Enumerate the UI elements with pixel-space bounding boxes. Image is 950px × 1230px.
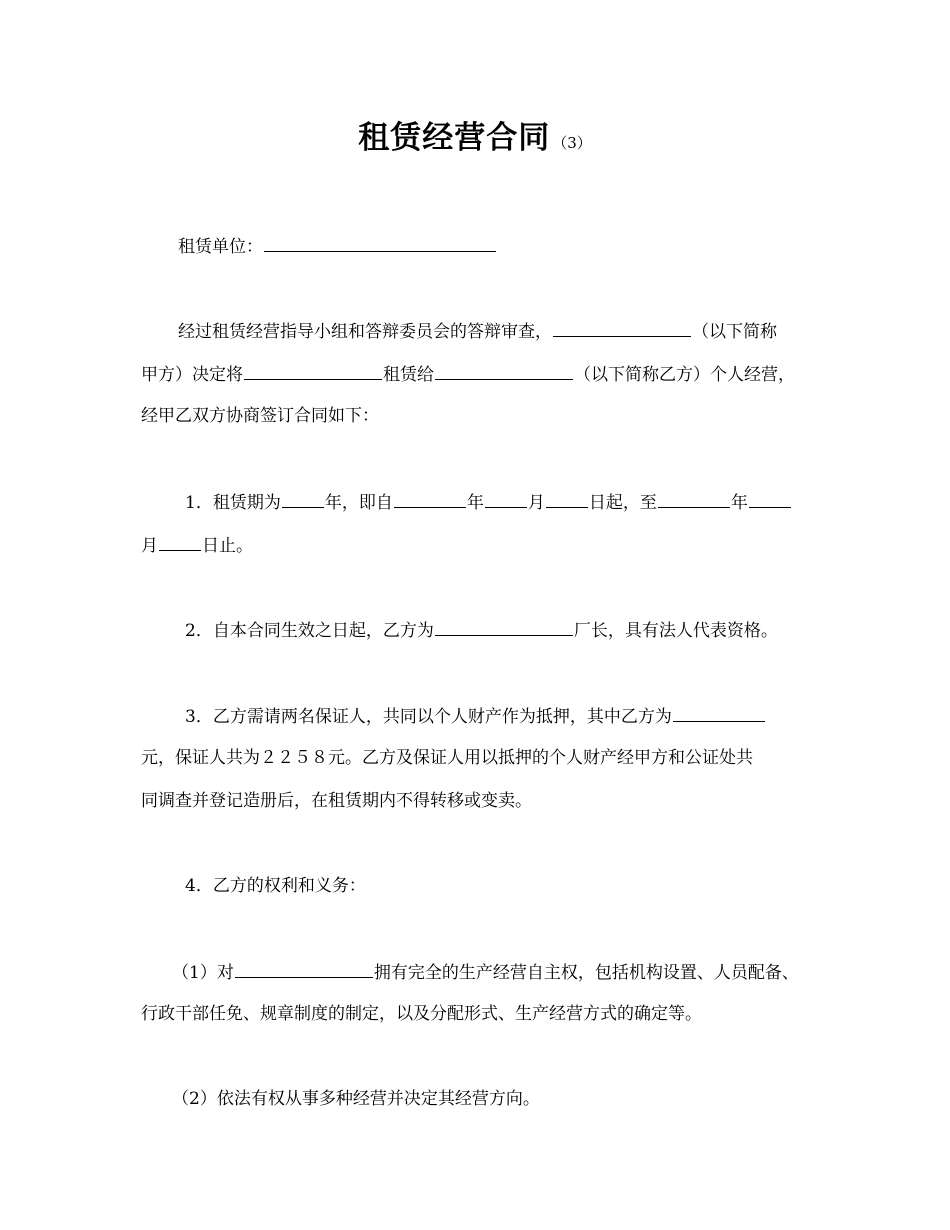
clause-4-item-2-text: （2）依法有权从事多种经营并决定其经营方向。 (172, 1089, 540, 1109)
lessee-label: 租赁单位： (178, 237, 263, 257)
enterprise-blank[interactable] (244, 361, 382, 380)
clause-1-line-2 (141, 532, 253, 558)
clause-4-item-1-text-c: 行政干部任免、规章制度的制定，以及分配形式、生产经营方式的确定等。 (141, 1004, 702, 1024)
clause-4-item-1-text-b: 拥有完全的生产经营自主权，包括机构设置、人员配备、 (373, 963, 799, 983)
lessee-name-blank[interactable] (435, 361, 573, 380)
clause-4-item-1-line-2 (141, 1002, 702, 1026)
intro-text-1a: 经过租赁经营指导小组和答辩委员会的答辩审查， (178, 322, 552, 342)
clause-4-heading-text: 4．乙方的权利和义务： (185, 876, 366, 896)
start-month-blank[interactable] (485, 489, 527, 508)
clause-2-text-a: 2．自本合同生效之日起，乙方为 (185, 621, 434, 641)
clause-4-heading (185, 874, 366, 898)
clause-1-text-c: 年 (466, 493, 484, 513)
document-title (0, 112, 950, 157)
clause-3-text-b: 元，保证人共为２２５８元。乙方及保证人用以抵押的个人财产经甲方和公证处共 (141, 748, 753, 768)
lessee-blank[interactable] (264, 233, 496, 252)
clause-2-line (185, 617, 778, 643)
intro-text-3: 经甲乙双方协商签订合同如下： (141, 406, 379, 426)
lease-years-blank[interactable] (282, 489, 324, 508)
clause-1-text-b: 年，即自 (324, 493, 393, 513)
end-year-blank[interactable] (658, 489, 730, 508)
clause-1-text-h: 日止。 (202, 536, 253, 556)
intro-text-1b: （以下简称 (692, 322, 777, 342)
title-text: 租赁经营合同 (358, 120, 551, 156)
clause-1-line-1 (185, 489, 792, 515)
clause-3-line-2 (141, 746, 753, 770)
clause-1-text-a: 1．租赁期为 (185, 493, 281, 513)
clause-1-text-g: 月 (141, 536, 158, 556)
intro-text-2b: 租赁给 (383, 365, 434, 385)
intro-line-1 (178, 318, 777, 344)
start-year-blank[interactable] (394, 489, 466, 508)
clause-2-text-b: 厂长，具有法人代表资格。 (573, 621, 778, 641)
end-day-blank[interactable] (159, 532, 201, 551)
intro-line-2 (141, 361, 795, 387)
intro-text-2a: 甲方）决定将 (141, 365, 243, 385)
lessee-line (178, 233, 497, 259)
clause-3-line-3 (141, 789, 532, 813)
clause-3-text-a: 3．乙方需请两名保证人，共同以个人财产作为抵押，其中乙方为 (185, 707, 672, 727)
clause-3-line-1 (185, 703, 766, 729)
lessor-blank[interactable] (553, 318, 691, 337)
intro-line-3 (141, 404, 379, 428)
clause-1-text-d: 月 (527, 493, 545, 513)
clause-1-text-e: 日起，至 (588, 493, 657, 513)
title-number: （3） (552, 134, 592, 152)
clause-1-text-f: 年 (730, 493, 748, 513)
clause-3-text-c: 同调查并登记造册后，在租赁期内不得转移或变卖。 (141, 791, 532, 811)
enterprise-name-blank[interactable] (235, 959, 373, 978)
end-month-blank-a[interactable] (749, 489, 791, 508)
clause-4-item-1-text-a: （1）对 (172, 963, 234, 983)
factory-blank[interactable] (435, 617, 573, 636)
start-day-blank[interactable] (546, 489, 588, 508)
intro-text-2c: （以下简称乙方）个人经营， (574, 365, 795, 385)
clause-4-item-1-line-1 (172, 959, 799, 985)
clause-4-item-2 (172, 1087, 540, 1111)
mortgage-amount-blank[interactable] (673, 703, 765, 722)
